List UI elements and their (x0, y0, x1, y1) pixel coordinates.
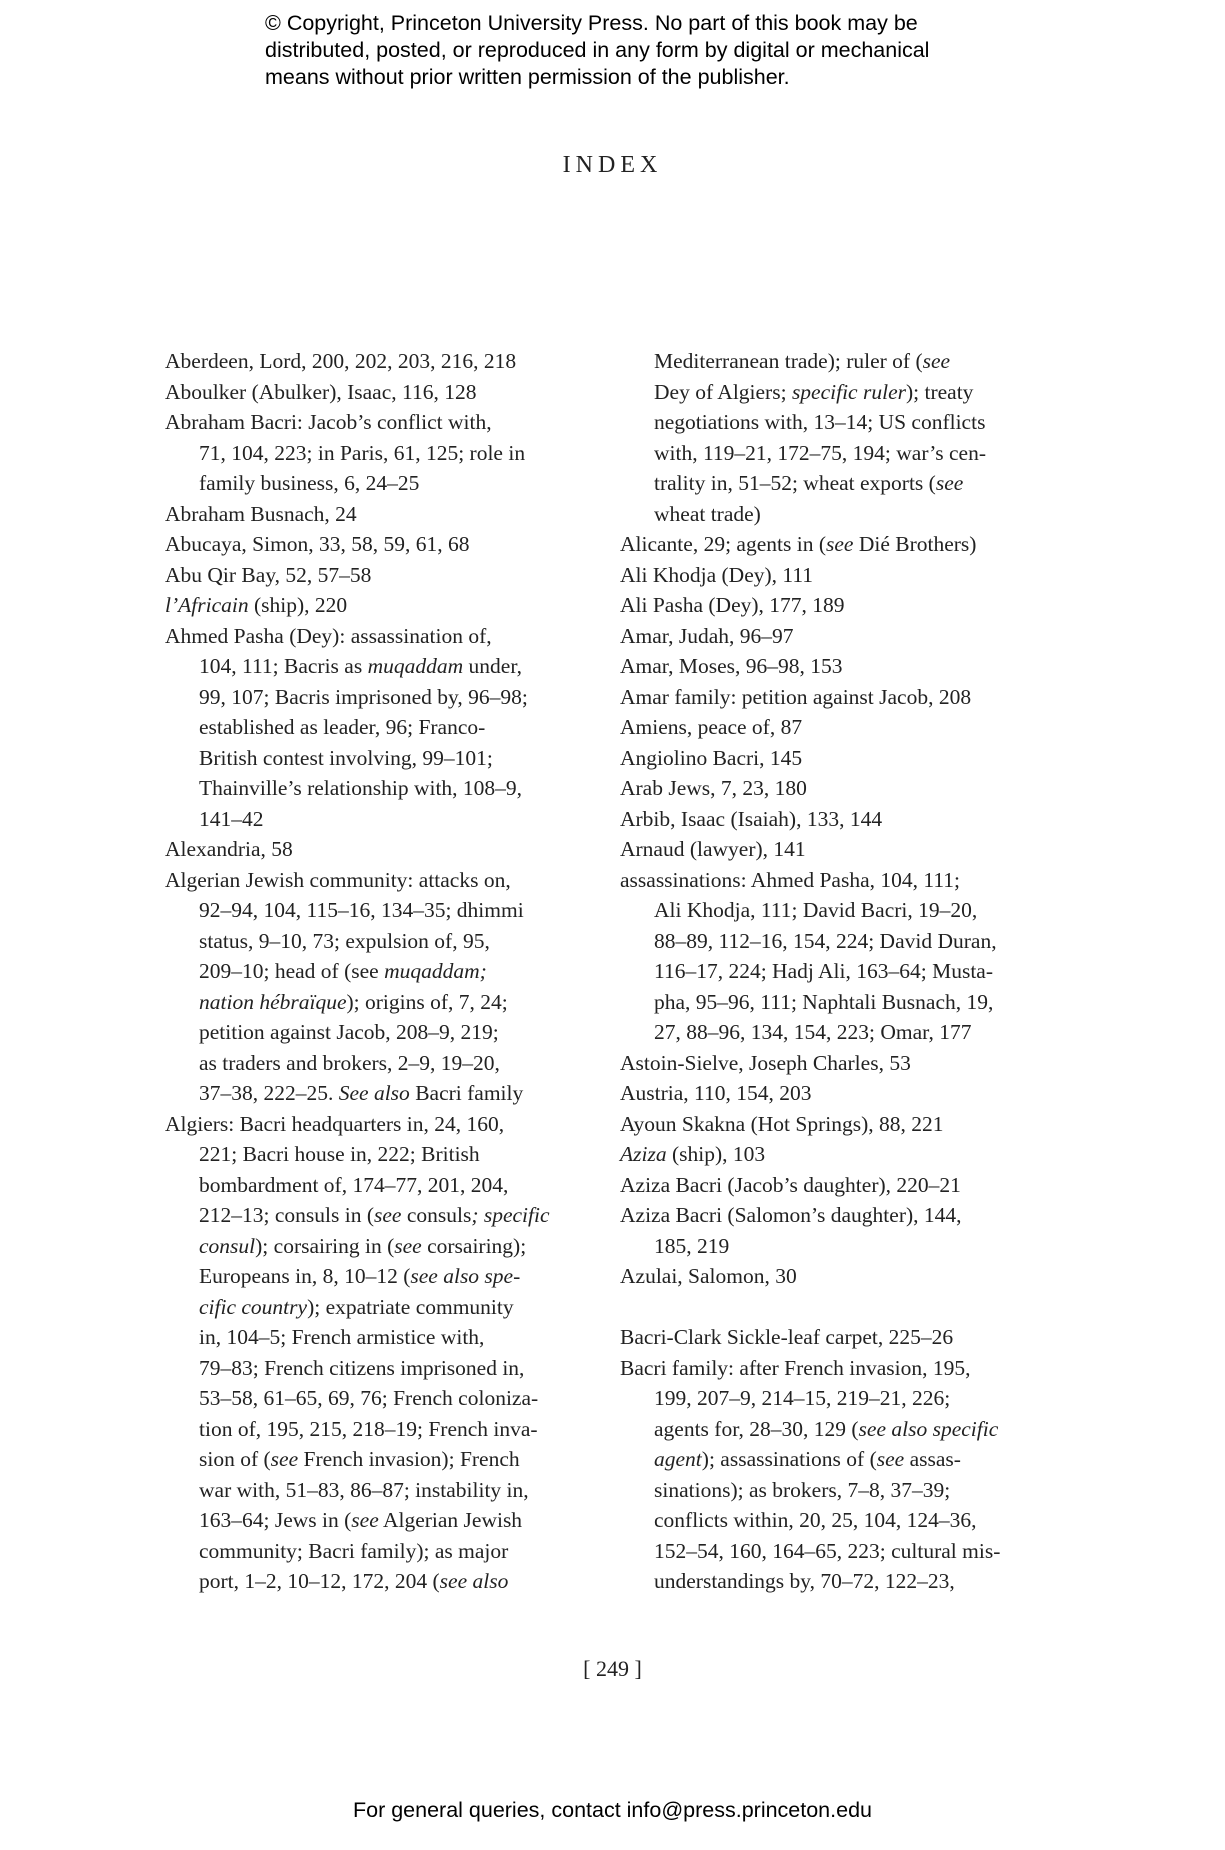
entry-continuation-line: 71, 104, 223; in Paris, 61, 125; role in (199, 440, 526, 465)
copyright-line: © Copyright, Princeton University Press. No part of this book may be (265, 11, 918, 35)
entry-heading-line: Austria, 110, 154, 203 (620, 1081, 812, 1105)
entry-heading-line: Bacri family: after French invasion, 195, (620, 1355, 971, 1380)
index-entry (620, 1109, 1040, 1140)
index-entry (620, 1170, 1040, 1201)
entry-continuation-line: 199, 207–9, 214–15, 219–21, 226; (654, 1386, 951, 1410)
entry-heading-line: Arnaud (lawyer), 141 (620, 837, 806, 861)
index-entry (620, 1261, 1040, 1292)
entry-continuation-line: cific country); expatriate community (199, 1294, 514, 1319)
index-entry (620, 1322, 1040, 1353)
entry-continuation-line: as traders and brokers, 2–9, 19–20, (199, 1050, 500, 1075)
index-entry (165, 1109, 605, 1597)
entry-heading-line: Abucaya, Simon, 33, 58, 59, 61, 68 (165, 532, 470, 556)
copyright-notice (265, 10, 1025, 91)
index-entry (165, 346, 605, 377)
entry-continuation-line: 185, 219 (654, 1233, 730, 1258)
entry-continuation-line: family business, 6, 24–25 (199, 471, 420, 495)
entry-continuation-line: Europeans in, 8, 10–12 (see also spe- (199, 1264, 521, 1288)
entry-continuation-line: pha, 95–96, 111; Naphtali Busnach, 19, (654, 989, 994, 1014)
index-entry (620, 1048, 1040, 1079)
entry-continuation-line: 209–10; head of (see muqaddam; (199, 959, 487, 983)
letter-group-gap (620, 1292, 1040, 1323)
entry-continuation-line: 88–89, 112–16, 154, 224; David Duran, (654, 928, 997, 953)
index-entry (165, 407, 605, 499)
index-entry (620, 865, 1040, 1048)
index-entry (165, 560, 605, 591)
entry-heading-line: Azulai, Salomon, 30 (620, 1264, 797, 1288)
entry-continuation-line: Mediterranean trade); ruler of (see (654, 349, 951, 373)
index-entry (620, 346, 1040, 529)
entry-continuation-line: sinations); as brokers, 7–8, 37–39; (654, 1477, 951, 1502)
entry-heading-line: Ayoun Skakna (Hot Springs), 88, 221 (620, 1111, 944, 1136)
entry-heading-line: Amar family: petition against Jacob, 208 (620, 684, 972, 709)
entry-continuation-line: in, 104–5; French armistice with, (199, 1325, 485, 1349)
entry-continuation-line: British contest involving, 99–101; (199, 745, 493, 770)
entry-continuation-line: consul); corsairing in (see corsairing); (199, 1233, 527, 1258)
entry-continuation-line: 104, 111; Bacris as muqaddam under, (199, 654, 522, 678)
contact-footer: For general queries, contact info@press.princeton.edu (352, 1798, 872, 1822)
entry-heading-line: Aziza Bacri (Salomon’s daughter), 144, (620, 1203, 962, 1227)
index-entry (620, 834, 1040, 865)
entry-heading-line: Angiolino Bacri, 145 (620, 745, 803, 770)
entry-continuation-line: 92–94, 104, 115–16, 134–35; dhimmi (199, 898, 524, 922)
index-column-right (620, 346, 1040, 1597)
entry-continuation-line: agent); assassinations of (see assas- (654, 1447, 961, 1471)
entry-heading-line: Alicante, 29; agents in (see Dié Brothers) (620, 532, 977, 556)
entry-heading-line: Abraham Bacri: Jacob’s conflict with, (165, 410, 492, 434)
entry-heading-line: Astoin-Sielve, Joseph Charles, 53 (620, 1050, 911, 1075)
entry-continuation-line: war with, 51–83, 86–87; instability in, (199, 1477, 529, 1502)
entry-continuation-line: 221; Bacri house in, 222; British (199, 1142, 480, 1166)
entry-heading-line: Amar, Judah, 96–97 (620, 623, 794, 648)
copyright-line: distributed, posted, or reproduced in any form by digital or mechanical (265, 38, 930, 62)
entry-continuation-line: Dey of Algiers; specific ruler); treaty (654, 379, 974, 404)
entry-heading-line: Aberdeen, Lord, 200, 202, 203, 216, 218 (165, 349, 517, 373)
entry-continuation-line: status, 9–10, 73; expulsion of, 95, (199, 928, 490, 953)
index-entry (620, 682, 1040, 713)
entry-heading-line: Arab Jews, 7, 23, 180 (620, 776, 807, 800)
index-entry (620, 529, 1040, 560)
entry-continuation-line: 141–42 (199, 806, 264, 831)
index-entry (620, 743, 1040, 774)
page-title: INDEX (562, 152, 663, 178)
entry-continuation-line: established as leader, 96; Franco- (199, 715, 486, 739)
entry-heading-line: Ali Pasha (Dey), 177, 189 (620, 593, 845, 617)
entry-heading-line: Ali Khodja (Dey), 111 (620, 562, 814, 587)
index-entry (165, 834, 605, 865)
entry-continuation-line: Ali Khodja, 111; David Bacri, 19–20, (654, 898, 978, 922)
entry-heading-line: Abraham Busnach, 24 (165, 501, 357, 526)
index-entry (620, 651, 1040, 682)
index-entry (620, 1353, 1040, 1597)
entry-continuation-line: with, 119–21, 172–75, 194; war’s cen- (654, 440, 987, 465)
entry-heading-line: Ahmed Pasha (Dey): assassination of, (165, 623, 492, 648)
page-number: [ 249 ] (583, 1656, 642, 1681)
entry-heading-line: Aziza Bacri (Jacob’s daughter), 220–21 (620, 1172, 961, 1197)
entry-heading-line: Aboulker (Abulker), Isaac, 116, 128 (165, 379, 477, 404)
entry-continuation-line: 116–17, 224; Hadj Ali, 163–64; Musta- (654, 959, 994, 983)
entry-continuation-line: Thainville’s relationship with, 108–9, (199, 776, 523, 800)
index-entry (165, 377, 605, 408)
index-entry (620, 560, 1040, 591)
entry-continuation-line: 53–58, 61–65, 69, 76; French coloniza- (199, 1386, 539, 1410)
entry-continuation-line: agents for, 28–30, 129 (see also specific (654, 1416, 999, 1441)
index-entry (165, 590, 605, 621)
index-entry (620, 590, 1040, 621)
entry-continuation-line: negotiations with, 13–14; US conflicts (654, 410, 986, 434)
entry-continuation-line: sion of (see French invasion); French (199, 1447, 520, 1471)
entry-heading-line: Alexandria, 58 (165, 837, 293, 861)
entry-heading-line: Amar, Moses, 96–98, 153 (620, 654, 843, 678)
index-entry (620, 712, 1040, 743)
entry-heading-line: assassinations: Ahmed Pasha, 104, 111; (620, 867, 961, 892)
index-entry (165, 621, 605, 835)
entry-heading-line: Abu Qir Bay, 52, 57–58 (165, 562, 372, 587)
entry-continuation-line: nation hébraïque); origins of, 7, 24; (199, 989, 508, 1014)
index-entry (620, 621, 1040, 652)
entry-continuation-line: understandings by, 70–72, 122–23, (654, 1569, 955, 1593)
entry-continuation-line: conflicts within, 20, 25, 104, 124–36, (654, 1508, 977, 1532)
index-entry (620, 773, 1040, 804)
entry-heading-line: Aziza (ship), 103 (620, 1142, 766, 1166)
index-entry (620, 1200, 1040, 1261)
entry-continuation-line: petition against Jacob, 208–9, 219; (199, 1020, 499, 1044)
entry-continuation-line: 152–54, 160, 164–65, 223; cultural mis- (654, 1538, 1001, 1563)
entry-continuation-line: 79–83; French citizens imprisoned in, (199, 1355, 525, 1380)
entry-continuation-line: wheat trade) (654, 501, 761, 526)
index-entry (165, 499, 605, 530)
entry-continuation-line: tion of, 195, 215, 218–19; French inva- (199, 1416, 538, 1441)
index-entry (620, 1139, 1040, 1170)
entry-continuation-line: 37–38, 222–25. See also Bacri family (199, 1081, 524, 1105)
entry-continuation-line: trality in, 51–52; wheat exports (see (654, 471, 964, 495)
entry-continuation-line: community; Bacri family); as major (199, 1538, 509, 1563)
entry-continuation-line: port, 1–2, 10–12, 172, 204 (see also (199, 1569, 509, 1593)
entry-continuation-line: 212–13; consuls in (see consuls; specific (199, 1203, 550, 1227)
entry-heading-line: l’Africain (ship), 220 (165, 593, 348, 617)
index-column-left (165, 346, 605, 1597)
index-entry (620, 1078, 1040, 1109)
copyright-line: means without prior written permission of the publisher. (265, 65, 790, 89)
entry-heading-line: Bacri-Clark Sickle-leaf carpet, 225–26 (620, 1325, 954, 1349)
index-entry (620, 804, 1040, 835)
entry-heading-line: Algiers: Bacri headquarters in, 24, 160, (165, 1111, 505, 1136)
entry-heading-line: Algerian Jewish community: attacks on, (165, 867, 511, 892)
index-entry (165, 529, 605, 560)
entry-continuation-line: 27, 88–96, 134, 154, 223; Omar, 177 (654, 1020, 972, 1044)
entry-continuation-line: 99, 107; Bacris imprisoned by, 96–98; (199, 684, 528, 709)
index-entry (165, 865, 605, 1109)
entry-heading-line: Arbib, Isaac (Isaiah), 133, 144 (620, 806, 883, 831)
entry-continuation-line: bombardment of, 174–77, 201, 204, (199, 1172, 509, 1197)
entry-heading-line: Amiens, peace of, 87 (620, 715, 803, 739)
entry-continuation-line: 163–64; Jews in (see Algerian Jewish (199, 1508, 523, 1532)
